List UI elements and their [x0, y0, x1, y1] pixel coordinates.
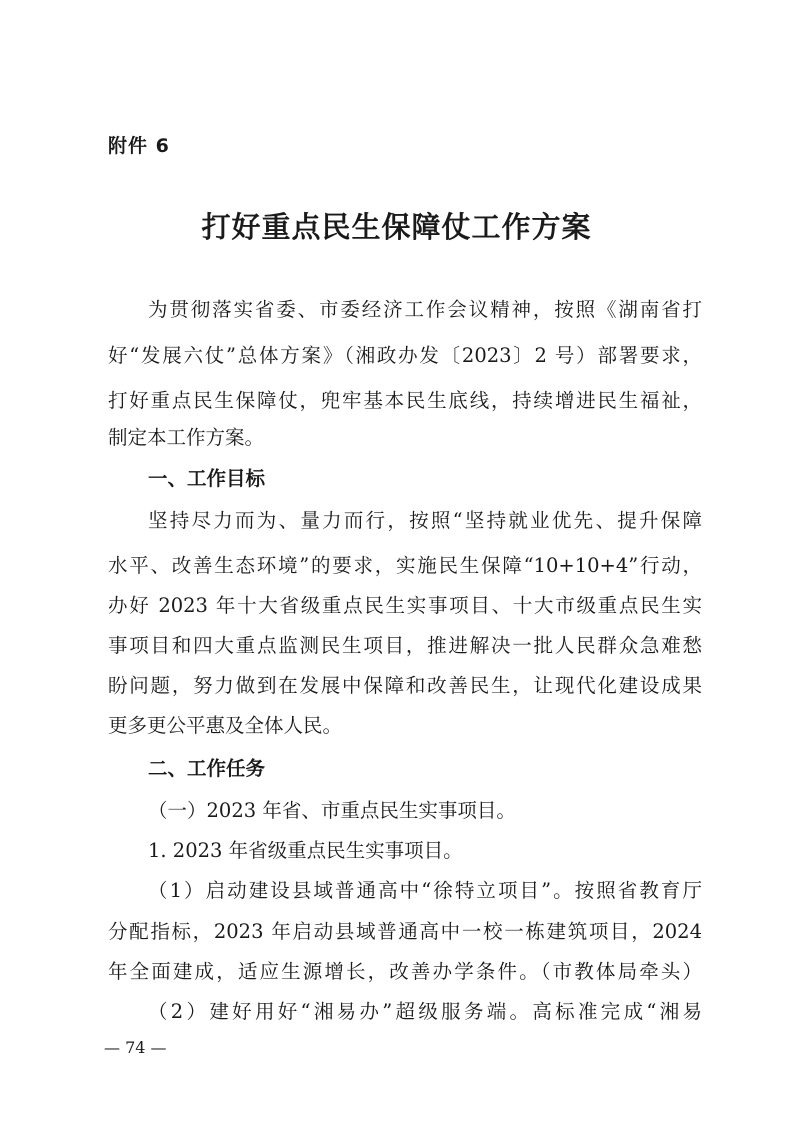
item-line: 年全面建成，适应生源增长，改善办学条件。（市教体局牵头） — [108, 960, 702, 983]
intro-line: 打好重点民生保障仗，兜牢基本民生底线，持续增进民生福祉， — [108, 389, 702, 412]
attachment-label: 附件 6 — [108, 135, 170, 157]
goals-line: 更多更公平惠及全体人民。 — [108, 714, 343, 737]
item-line: （2）建好用好“湘易办”超级服务端。高标准完成“湘易 — [148, 1000, 702, 1023]
goals-line: 坚持尽力而为、量力而行，按照“坚持就业优先、提升保障 — [148, 509, 702, 532]
goals-line: 办好 2023 年十大省级重点民生实事项目、十大市级重点民生实 — [108, 594, 702, 617]
intro-line: 为贯彻落实省委、市委经济工作会议精神，按照《湖南省打 — [148, 298, 702, 321]
goals-line: 事项目和四大重点监测民生项目，推进解决一批人民群众急难愁 — [108, 634, 702, 657]
page-title: 打好重点民生保障仗工作方案 — [201, 210, 592, 244]
page-number: — 74 — — [104, 1038, 167, 1057]
item-line: 分配指标，2023 年启动县域普通高中一校一栋建筑项目，2024 — [108, 920, 702, 943]
intro-line: 好“发展六仗”总体方案》（湘政办发〔2023〕2 号）部署要求， — [108, 344, 702, 367]
intro-line: 制定本工作方案。 — [108, 426, 265, 449]
subheading: 1. 2023 年省级重点民生实事项目。 — [148, 839, 463, 862]
goals-line: 盼问题，努力做到在发展中保障和改善民生，让现代化建设成果 — [108, 674, 702, 697]
item-line: （1）启动建设县域普通高中“徐特立项目”。按照省教育厅 — [148, 879, 702, 902]
subheading: （一）2023 年省、市重点民生实事项目。 — [148, 799, 516, 822]
goals-line: 水平、改善生态环境”的要求，实施民生保障“10+10+4”行动， — [108, 554, 702, 577]
section-heading-tasks: 二、工作任务 — [148, 757, 266, 780]
section-heading-goals: 一、工作目标 — [148, 467, 266, 490]
